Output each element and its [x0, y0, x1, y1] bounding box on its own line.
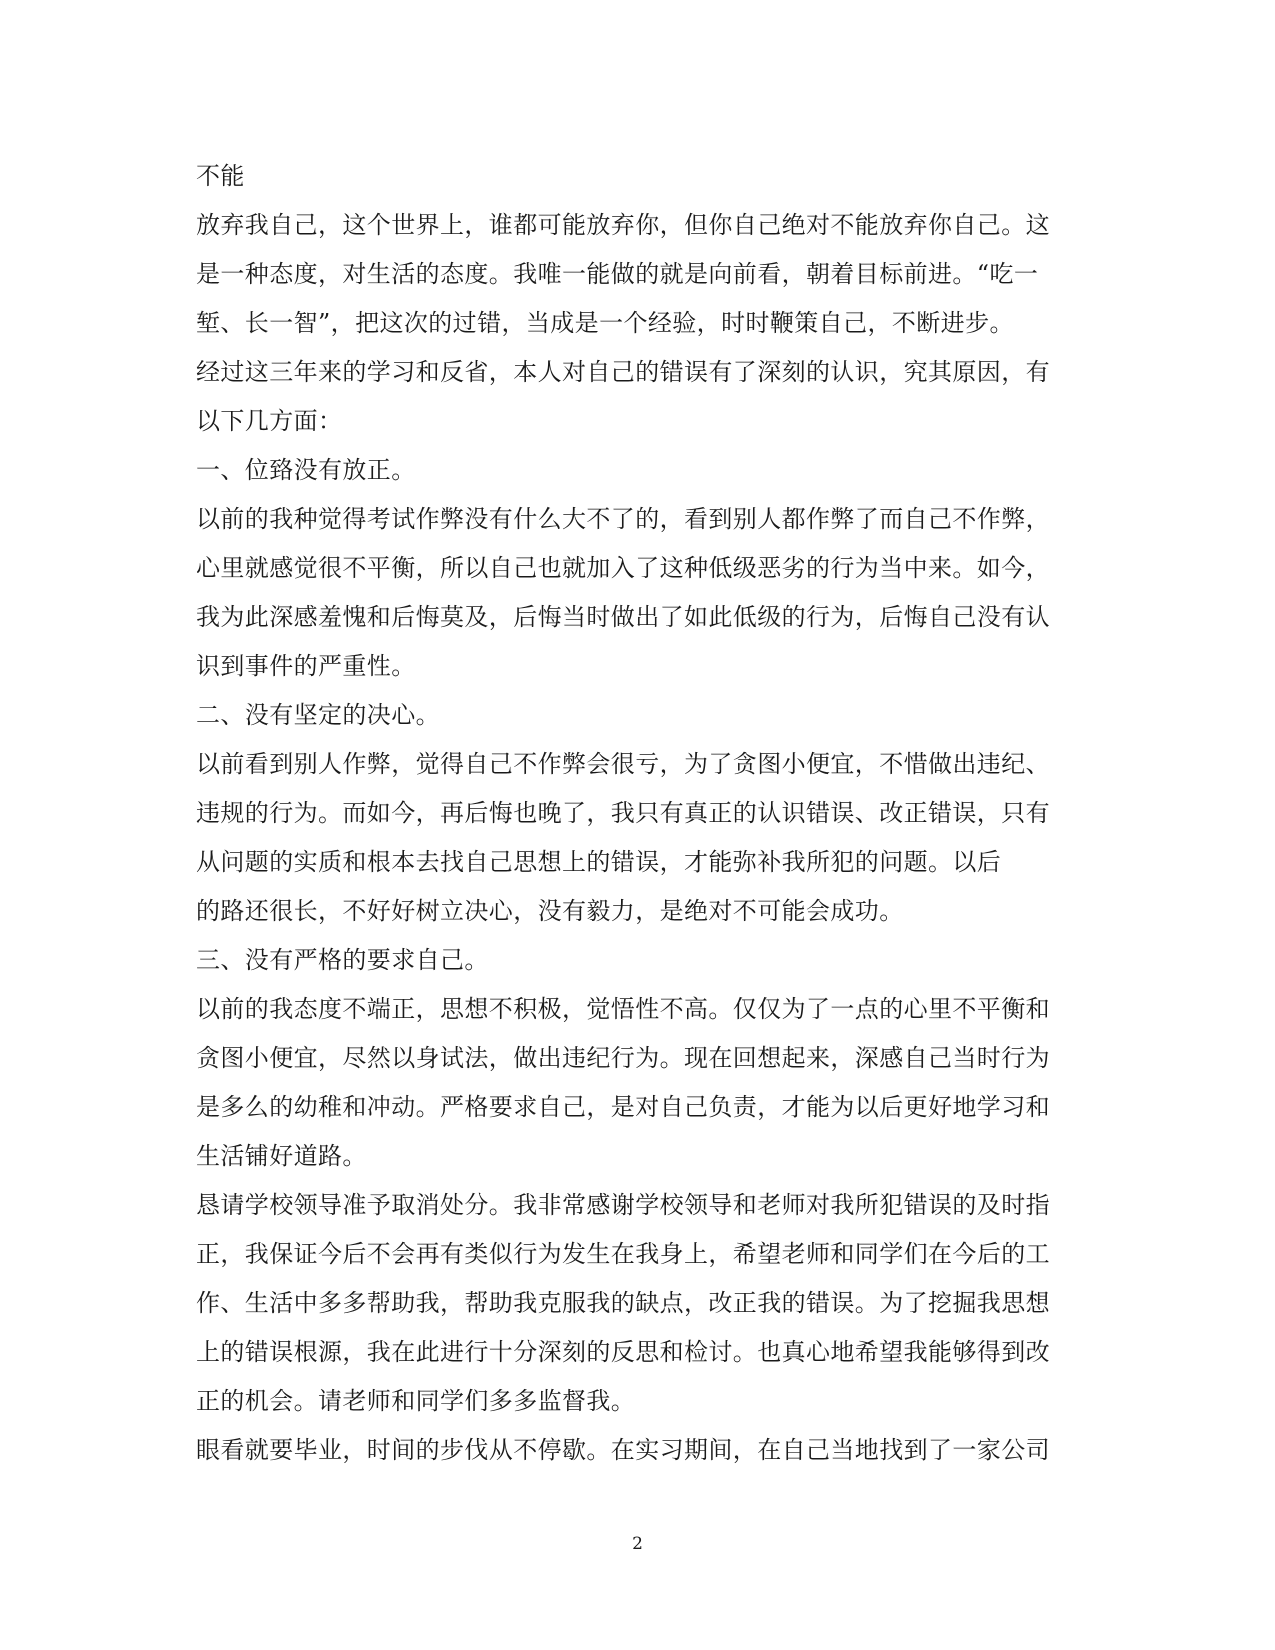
text-line: 作、生活中多多帮助我，帮助我克服我的缺点，改正我的错误。为了挖掘我思想: [196, 1289, 1050, 1317]
text-line: 以下几方面：: [196, 407, 343, 435]
text-line: 是多么的幼稚和冲动。严格要求自己，是对自己负责，才能为以后更好地学习和: [196, 1093, 1050, 1121]
text-line: 我为此深感羞愧和后悔莫及，后悔当时做出了如此低级的行为，后悔自己没有认: [196, 603, 1050, 631]
text-line: 正，我保证今后不会再有类似行为发生在我身上，希望老师和同学们在今后的工: [196, 1240, 1050, 1268]
text-line: 是一种态度，对生活的态度。我唯一能做的就是向前看，朝着目标前进。“吃一: [196, 260, 1039, 288]
text-line: 正的机会。请老师和同学们多多监督我。: [196, 1387, 636, 1415]
page-number: 2: [632, 1534, 643, 1554]
text-line: 以前的我态度不端正，思想不积极，觉悟性不高。仅仅为了一点的心里不平衡和: [196, 995, 1050, 1023]
section-heading: 二、没有坚定的决心。: [196, 701, 440, 729]
text-line: 以前看到别人作弊，觉得自己不作弊会很亏，为了贪图小便宜，不惜做出违纪、: [196, 750, 1050, 778]
text-line: 违规的行为。而如今，再后悔也晚了，我只有真正的认识错误、改正错误，只有: [196, 799, 1050, 827]
section-heading: 一、位臵没有放正。: [196, 456, 416, 484]
text-line: 堑、长一智”，把这次的过错，当成是一个经验，时时鞭策自己，不断进步。: [196, 309, 1014, 337]
text-line: 放弃我自己，这个世界上，谁都可能放弃你，但你自己绝对不能放弃你自己。这: [196, 211, 1050, 239]
body-text: [196, 152, 1076, 1475]
section-heading: 三、没有严格的要求自己。: [196, 946, 489, 974]
text-line: 以前的我种觉得考试作弊没有什么大不了的，看到别人都作弊了而自己不作弊，: [196, 505, 1050, 533]
text-line: 上的错误根源，我在此进行十分深刻的反思和检讨。也真心地希望我能够得到改: [196, 1338, 1050, 1366]
text-line: 心里就感觉很不平衡，所以自己也就加入了这种低级恶劣的行为当中来。如今，: [196, 554, 1050, 582]
text-line: 从问题的实质和根本去找自己思想上的错误，才能弥补我所犯的问题。以后: [196, 848, 1002, 876]
text-line: 经过这三年来的学习和反省，本人对自己的错误有了深刻的认识，究其原因，有: [196, 358, 1050, 386]
text-line: 生活铺好道路。: [196, 1142, 367, 1170]
text-line: 恳请学校领导准予取消处分。我非常感谢学校领导和老师对我所犯错误的及时指: [196, 1191, 1050, 1219]
text-line: 识到事件的严重性。: [196, 652, 416, 680]
text-line: 眼看就要毕业，时间的步伐从不停歇。在实习期间，在自己当地找到了一家公司: [196, 1436, 1050, 1464]
text-line: 的路还很长，不好好树立决心，没有毅力，是绝对不可能会成功。: [196, 897, 904, 925]
text-line: 贪图小便宜，尽然以身试法，做出违纪行为。现在回想起来，深感自己当时行为: [196, 1044, 1050, 1072]
text-line: 不能: [196, 162, 245, 190]
